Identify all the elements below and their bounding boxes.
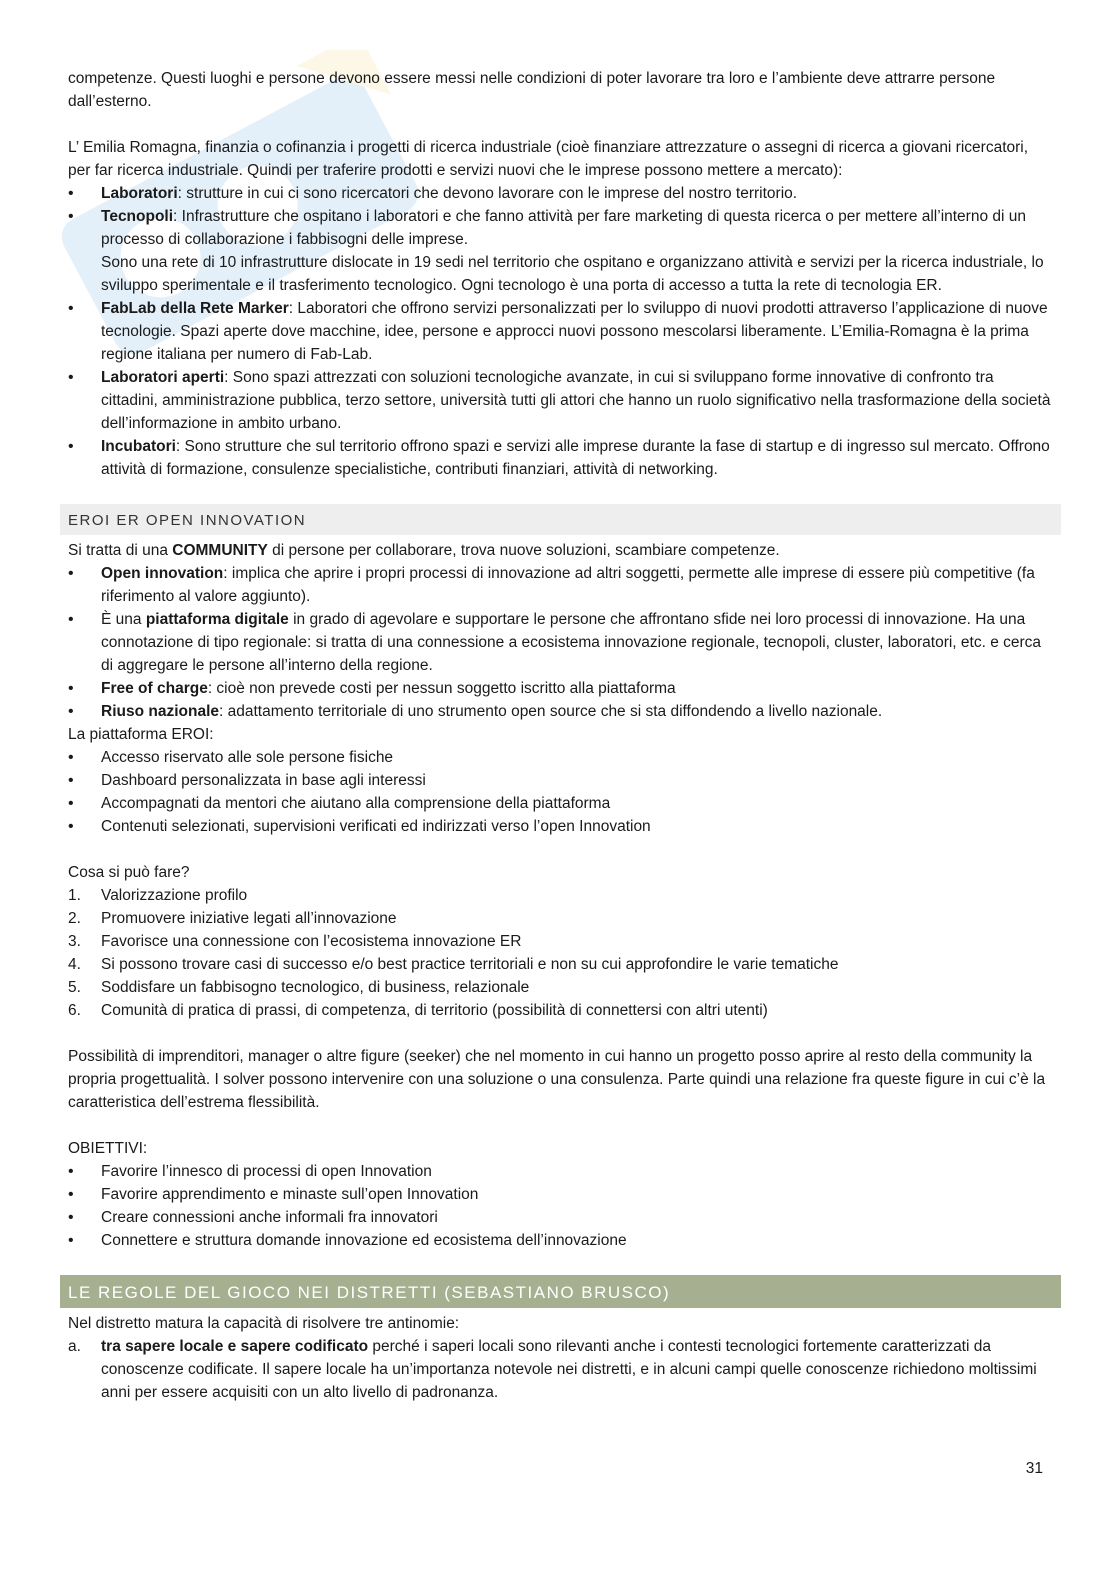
platform-bullet-list — [68, 746, 1053, 838]
item-term: Laboratori aperti — [101, 369, 225, 386]
item-text: Promuovere iniziative legati all’innovazione — [101, 910, 397, 927]
objectives-bullet-list — [68, 1160, 1053, 1252]
item-text: Soddisfare un fabbisogno tecnologico, di business, relazionale — [101, 979, 530, 996]
list-item: • Creare connessioni anche informali fra innovatori — [68, 1206, 1053, 1229]
list-item: • Favorire l’innesco di processi di open Innovation — [68, 1160, 1053, 1183]
item-term: Riuso nazionale — [101, 703, 219, 720]
list-item: • Connettere e struttura domande innovazione ed ecosistema dell’innovazione — [68, 1229, 1053, 1252]
page-number: 31 — [1025, 1460, 1043, 1477]
objectives-label: OBIETTIVI: — [68, 1140, 148, 1157]
list-item: • Accompagnati da mentori che aiutano alla comprensione della piattaforma — [68, 792, 1053, 815]
list-item — [68, 182, 1053, 205]
list-item — [68, 435, 1053, 481]
item-text: perché i saperi locali sono rilevanti anche i contesti tecnologici fortemente caratterizzati da conoscenze codificate. Il sapere locale ha un’importanza notevole nei distretti, e in alcuni campi quelle conoscenze richiedono moltissimi anni per essere acquisiti con un alto livello di padronanza. — [101, 1338, 1037, 1401]
list-number: 3. — [68, 933, 81, 950]
list-item — [68, 884, 1053, 907]
item-text: : Sono strutture che sul territorio offrono spazi e servizi alle imprese durante la fase di startup e di ingresso sul mercato. Offrono attività di formazione, consulenze specialistiche, contributi finanziari, attività di networking. — [101, 438, 1050, 478]
item-term: FabLab della Rete Marker — [101, 300, 289, 317]
list-number: 2. — [68, 910, 81, 927]
list-item: • Favorire apprendimento e minaste sull’open Innovation — [68, 1183, 1053, 1206]
item-text: : strutture in cui ci sono ricercatori che devono lavorare con le imprese del nostro territorio. — [177, 185, 798, 202]
item-extra: Sono una rete di 10 infrastrutture dislocate in 19 sedi nel territorio che ospitano e organizzano attività e servizi per la ricerca industriale, lo sviluppo sperimentale e il trasferimento tecnologico. Ogni tecnologo è una porta di accesso a tutta la rete di tecnologia ER. — [101, 254, 1044, 294]
item-term: piattaforma digitale — [145, 611, 289, 628]
list-item: • Contenuti selezionati, supervisioni verificati ed indirizzati verso l’open Innovation — [68, 815, 1053, 838]
item-text: : Sono spazi attrezzati con soluzioni tecnologiche avanzate, in cui si sviluppano forme innovative di confronto tra cittadini, amministrazione pubblica, terzo settore, università tutti gli attori che hanno un ruolo significativo nella trasformazione della società dell’informazione in ambito urbano. — [101, 369, 1051, 432]
item-text: : implica che aprire i propri processi di innovazione ad altri soggetti, permette alle imprese di essere più competitive (fa riferimento al valore aggiunto). — [101, 565, 1035, 605]
item-pre: È una — [101, 611, 146, 628]
eroi-lead — [68, 539, 1053, 562]
seeker-paragraph: Possibilità di imprenditori, manager o altre figure (seeker) che nel momento in cui hanno un progetto posso aprire al resto della community la propria progettualità. I solver possono intervenire con una soluzione o una consulenza. Parte quindi una relazione fra queste figure in cui c’è la caratteristica dell’estrema flessibilità. — [68, 1048, 1046, 1111]
list-item — [68, 907, 1053, 930]
item-text: Comunità di pratica di prassi, di competenza, di territorio (possibilità di connettersi con altri utenti) — [101, 1002, 768, 1019]
list-item — [68, 976, 1053, 999]
item-term: tra sapere locale e sapere codificato — [101, 1338, 369, 1355]
item-text: Si possono trovare casi di successo e/o best practice territoriali e non su cui approfondire le varie tematiche — [101, 956, 839, 973]
item-text: : Laboratori che offrono servizi personalizzati per lo sviluppo di nuovi prodotti attraverso l’applicazione di nuove tecnologie. Spazi aperte dove macchine, idee, persone e approcci nuovi possono mescolarsi liberamente. L’Emilia-Romagna è la prima regione italiana per numero di Fab-Lab. — [101, 300, 1048, 363]
lead-bold: COMMUNITY — [172, 542, 268, 559]
item-term: Free of charge — [101, 680, 208, 697]
list-number: 5. — [68, 979, 81, 996]
eroi-bullet-list — [68, 562, 1053, 723]
item-term: Open innovation — [101, 565, 224, 582]
list-item — [68, 1335, 1053, 1404]
brusco-lead: Nel distretto matura la capacità di risolvere tre antinomie: — [68, 1315, 460, 1332]
numbered-list — [68, 884, 1053, 1022]
list-item — [68, 999, 1053, 1022]
question-label: Cosa si può fare? — [68, 864, 190, 881]
item-text: in grado di agevolare e supportare le persone che affrontano sfide nei loro processi di innovazione. Ha una connotazione di tipo regionale: si tratta di una connessione a ecosistema innovazione regionale, tecnopoli, cluster, laboratori, etc. e cerca di aggregare le persone all’interno della regione. — [101, 611, 1042, 674]
lettered-list — [68, 1335, 1053, 1404]
section-heading-eroi: EROI ER OPEN INNOVATION — [60, 504, 1061, 535]
list-item — [68, 608, 1053, 677]
item-text: Valorizzazione profilo — [101, 887, 248, 904]
item-term: Incubatori — [101, 438, 176, 455]
list-number: 4. — [68, 956, 81, 973]
list-letter: a. — [68, 1338, 81, 1355]
list-item — [68, 700, 1053, 723]
list-number: 1. — [68, 887, 81, 904]
section-heading-brusco: LE REGOLE DEL GIOCO NEI DISTRETTI (SEBASTIANO BRUSCO) — [60, 1275, 1061, 1308]
document-page — [68, 67, 1053, 1404]
intro-bullet-list — [68, 182, 1053, 481]
list-item — [68, 297, 1053, 366]
item-text: : adattamento territoriale di uno strumento open source che si sta diffondendo a livello nazionale. — [219, 703, 883, 720]
platform-label: La piattaforma EROI: — [68, 726, 214, 743]
list-item: • Dashboard personalizzata in base agli interessi — [68, 769, 1053, 792]
intro-paragraph-1: competenze. Questi luoghi e persone devono essere messi nelle condizioni di poter lavorare tra loro e l’ambiente deve attrarre persone dall’esterno. — [68, 70, 996, 110]
intro-paragraph-2: L’ Emilia Romagna, finanzia o cofinanzia i progetti di ricerca industriale (cioè finanziare attrezzature o assegni di ricerca a giovani ricercatori, per far ricerca industriale. Quindi per traferire prodotti e servizi nuovi che le imprese possono mettere a mercato): — [68, 139, 1029, 179]
lead-text: di persone per collaborare, trova nuove soluzioni, scambiare competenze. — [267, 542, 780, 559]
list-item — [68, 677, 1053, 700]
item-term: Laboratori — [101, 185, 178, 202]
item-term: Tecnopoli — [101, 208, 174, 225]
lead-text: Si tratta di una — [68, 542, 173, 559]
list-item — [68, 366, 1053, 435]
list-item — [68, 205, 1053, 297]
list-item: • Accesso riservato alle sole persone fisiche — [68, 746, 1053, 769]
list-number: 6. — [68, 1002, 81, 1019]
list-item — [68, 953, 1053, 976]
list-item — [68, 562, 1053, 608]
item-text: : Infrastrutture che ospitano i laboratori e che fanno attività per fare marketing di questa ricerca o per mettere all’interno di un processo di collaborazione i fabbisogni delle imprese. — [101, 208, 1027, 248]
item-text: : cioè non prevede costi per nessun soggetto iscritto alla piattaforma — [207, 680, 676, 697]
item-text: Favorisce una connessione con l’ecosistema innovazione ER — [101, 933, 522, 950]
list-item — [68, 930, 1053, 953]
